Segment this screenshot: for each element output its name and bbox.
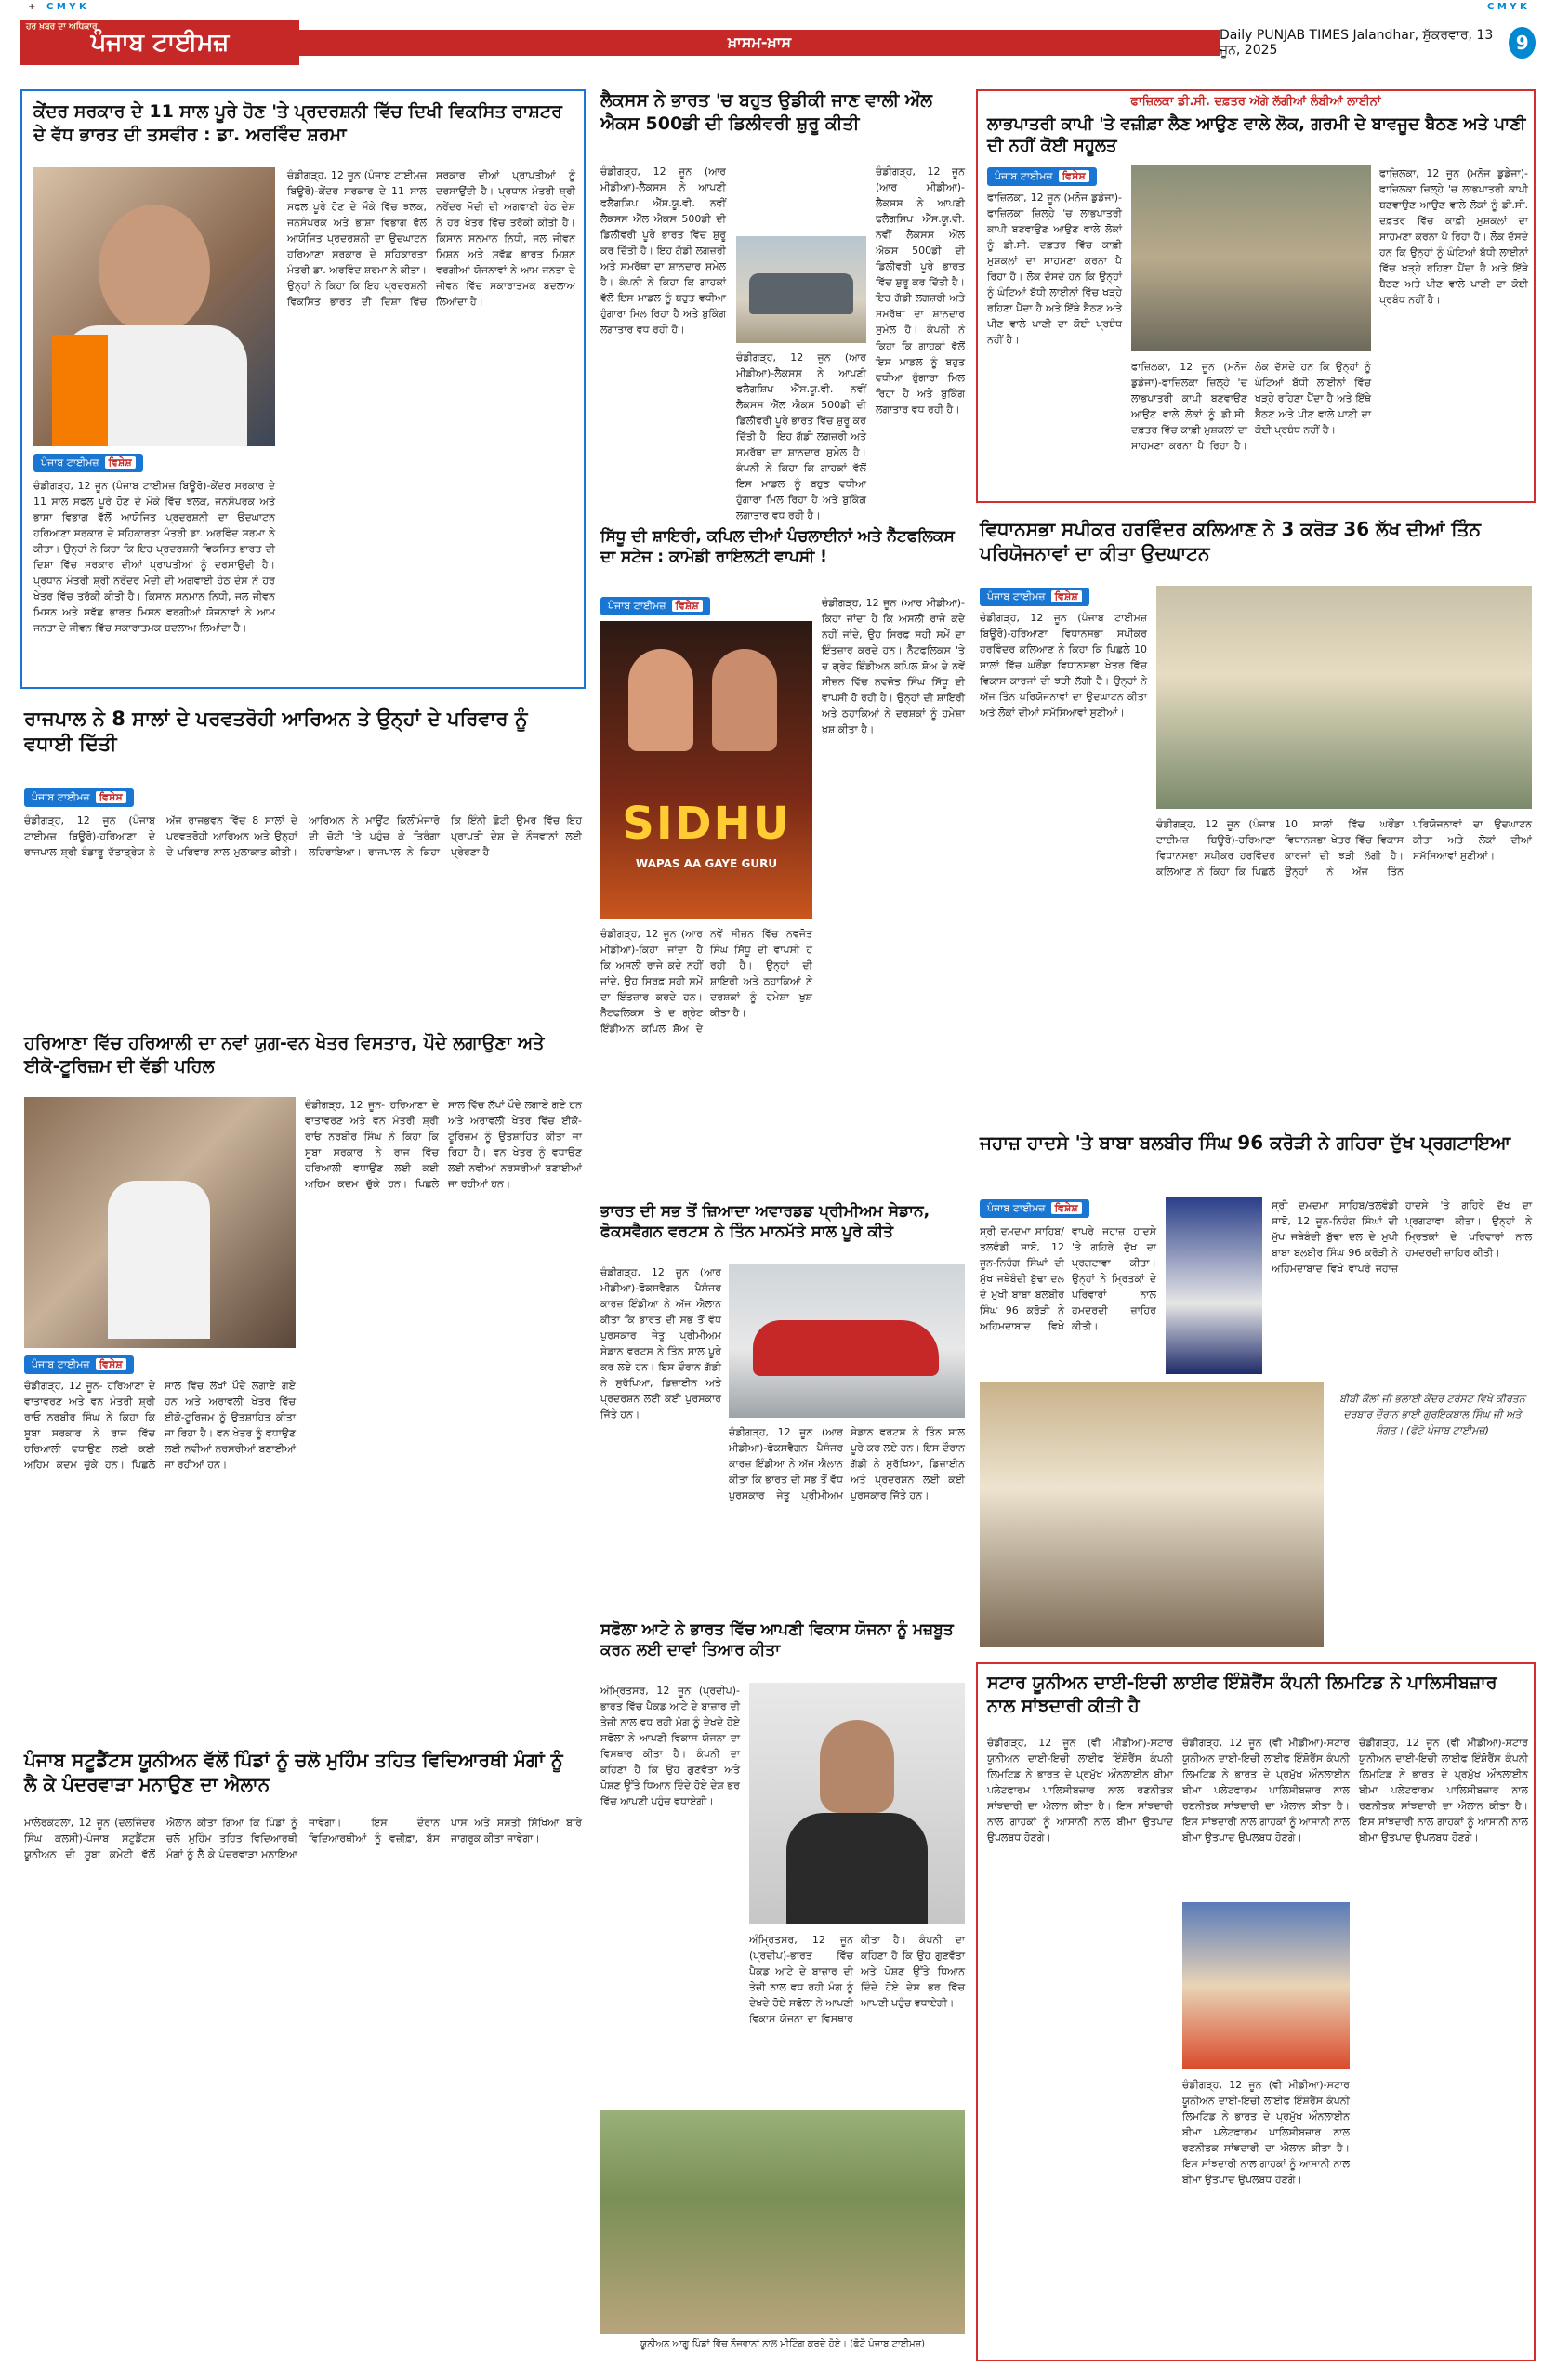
lexus-car-photo [736,236,866,343]
car-body-shape [749,273,853,314]
article-fazilka-queue [976,89,1536,503]
article-body-right: ਚੰਡੀਗੜ੍ਹ, 12 ਜੂਨ (ਵੀ ਮੀਡੀਆ)-ਸਟਾਰ ਯੂਨੀਅਨ ਦਾਈ-ਇਚੀ ਲਾਈਫ ਇੰਸ਼ੋਰੈਂਸ ਕੰਪਨੀ ਲਿਮਟਿਡ ਨੇ ਭਾਰਤ ਦੇ ਪ੍ਰਮੁੱਖ ਔਨਲਾਈਨ ਬੀਮਾ ਪਲੇਟਫਾਰਮ ਪਾਲਿਸੀਬਜ਼ਾਰ ਨਾਲ ਰਣਨੀਤਕ ਸਾਂਝਦਾਰੀ ਦਾ ਐਲਾਨ ਕੀਤਾ ਹੈ। ਇਸ ਸਾਂਝਦਾਰੀ ਨਾਲ ਗਾਹਕਾਂ ਨੂੰ ਆਸਾਨੀ ਨਾਲ ਬੀਮਾ ਉਤਪਾਦ ਉਪਲਬਧ ਹੋਣਗੇ। [1359,1737,1528,1844]
byline-badge [24,787,134,807]
cmyk-marks-right: C M Y K [1487,2,1527,12]
article-lexus [597,89,969,522]
article-body: ਚੰਡੀਗੜ੍ਹ, 12 ਜੂਨ (ਪੰਜਾਬ ਟਾਈਮਜ਼ ਬਿਊਰੋ)-ਹਰਿਆਣਾ ਦੇ ਰਾਜਪਾਲ ਸ਼੍ਰੀ ਬੰਡਾਰੂ ਦੱਤਾਤ੍ਰੇਯ ਨੇ ਅੱਜ ਰਾਜਭਵਨ ਵਿੱਚ 8 ਸਾਲਾਂ ਦੇ ਪਰਵਤਰੋਹੀ ਆਰਿਅਨ ਅਤੇ ਉਨ੍ਹਾਂ ਦੇ ਪਰਿਵਾਰ ਨਾਲ ਮੁਲਾਕਾਤ ਕੀਤੀ। ਆਰਿਅਨ ਨੇ ਮਾਊਂਟ ਕਿਲੀਮੰਜਾਰੋ ਦੀ ਚੋਟੀ 'ਤੇ ਪਹੁੰਚ ਕੇ ਤਿਰੰਗਾ ਲਹਿਰਾਇਆ। ਰਾਜਪਾਲ ਨੇ ਕਿਹਾ ਕਿ ਇੰਨੀ ਛੋਟੀ ਉਮਰ ਵਿੱਚ ਇਹ ਪ੍ਰਾਪਤੀ ਦੇਸ਼ ਦੇ ਨੌਜਵਾਨਾਂ ਲਈ ਪ੍ਰੇਰਣਾ ਹੈ। [24,814,582,859]
section-banner: ਖ਼ਾਸਮ-ਖ਼ਾਸ [299,30,1220,56]
poster-subtitle: WAPAS AA GAYE GURU [635,857,778,870]
portrait-scarf-shape [52,335,108,446]
byline-tag: ਵਿਸ਼ੇਸ਼ [96,791,126,803]
article-baba-balbir-singh [976,1130,1536,1651]
byline-label: ਪੰਜਾਬ ਟਾਈਮਜ਼ [987,590,1046,602]
masthead [20,20,1536,65]
byline-tag: ਵਿਸ਼ੇਸ਼ [1051,1202,1082,1214]
article-body-continued: ਚੰਡੀਗੜ੍ਹ, 12 ਜੂਨ (ਪੰਜਾਬ ਟਾਈਮਜ਼ ਬਿਊਰੋ)-ਹਰਿਆਣਾ ਵਿਧਾਨਸਭਾ ਸਪੀਕਰ ਹਰਵਿੰਦਰ ਕਲਿਆਣ ਨੇ ਕਿਹਾ ਕਿ ਪਿਛਲੇ 10 ਸਾਲਾਂ ਵਿੱਚ ਘਰੌਂਡਾ ਵਿਧਾਨਸਭਾ ਖੇਤਰ ਵਿੱਚ ਵਿਕਾਸ ਕਾਰਜਾਂ ਦੀ ਝੜੀ ਲੱਗੀ ਹੈ। ਉਨ੍ਹਾਂ ਨੇ ਅੱਜ ਤਿੰਨ ਪਰਿਯੋਜਨਾਵਾਂ ਦਾ ਉਦਘਾਟਨ ਕੀਤਾ ਅਤੇ ਲੋਕਾਂ ਦੀਆਂ ਸਮੱਸਿਆਵਾਂ ਸੁਣੀਆਂ। [1156,818,1532,879]
byline-badge [33,452,143,472]
byline-badge [987,165,1097,186]
registration-mark-left: + [28,2,36,12]
article-governor-aryan [20,707,586,1023]
minister-interview-photo [24,1097,296,1348]
article-body: ਚੰਡੀਗੜ੍ਹ, 12 ਜੂਨ (ਆਰ ਮੀਡੀਆ)-ਕਿਹਾ ਜਾਂਦਾ ਹੈ ਕਿ ਅਸਲੀ ਰਾਜੇ ਕਦੇ ਨਹੀਂ ਜਾਂਦੇ, ਉਹ ਸਿਰਫ਼ ਸਹੀ ਸਮੇਂ ਦਾ ਇੰਤਜ਼ਾਰ ਕਰਦੇ ਹਨ। ਨੈੱਟਫਲਿਕਸ 'ਤੇ ਦ ਗ੍ਰੇਟ ਇੰਡੀਅਨ ਕਪਿਲ ਸ਼ੋਅ ਦੇ ਨਵੇਂ ਸੀਜ਼ਨ ਵਿੱਚ ਨਵਜੋਤ ਸਿੰਘ ਸਿੱਧੂ ਦੀ ਵਾਪਸੀ ਹੋ ਰਹੀ ਹੈ। ਉਨ੍ਹਾਂ ਦੀ ਸ਼ਾਇਰੀ ਅਤੇ ਠਹਾਕਿਆਂ ਨੇ ਦਰਸ਼ਕਾਂ ਨੂੰ ਹਮੇਸ਼ਾ ਖੁਸ਼ ਕੀਤਾ ਹੈ। [600,928,812,1036]
article-body: ਮਾਲੇਰਕੋਟਲਾ, 12 ਜੂਨ (ਦਲਜਿੰਦਰ ਸਿੰਘ ਕਲਸੀ)-ਪੰਜਾਬ ਸਟੂਡੈਂਟਸ ਯੂਨੀਅਨ ਦੀ ਸੂਬਾ ਕਮੇਟੀ ਵੱਲੋਂ ਐਲਾਨ ਕੀਤਾ ਗਿਆ ਕਿ ਪਿੰਡਾਂ ਨੂੰ ਚਲੋ ਮੁਹਿੰਮ ਤਹਿਤ ਵਿਦਿਆਰਥੀ ਮੰਗਾਂ ਨੂੰ ਲੈ ਕੇ ਪੰਦਰਵਾੜਾ ਮਨਾਇਆ ਜਾਵੇਗਾ। ਇਸ ਦੌਰਾਨ ਵਿਦਿਆਰਥੀਆਂ ਨੂੰ ਵਜ਼ੀਫ਼ਾ, ਬੱਸ ਪਾਸ ਅਤੇ ਸਸਤੀ ਸਿੱਖਿਆ ਬਾਰੇ ਜਾਗਰੂਕ ਕੀਤਾ ਜਾਵੇਗਾ। [24,1817,582,1861]
article-body: ਚੰਡੀਗੜ੍ਹ, 12 ਜੂਨ (ਪੰਜਾਬ ਟਾਈਮਜ਼ ਬਿਊਰੋ)-ਕੇਂਦਰ ਸਰਕਾਰ ਦੇ 11 ਸਾਲ ਸਫਲ ਪੂਰੇ ਹੋਣ ਦੇ ਮੌਕੇ ਵਿੱਚ ਝਲਕ, ਜਨਸੰਪਰਕ ਅਤੇ ਭਾਸ਼ਾ ਵਿਭਾਗ ਵੱਲੋਂ ਆਯੋਜਿਤ ਪ੍ਰਦਰਸ਼ਨੀ ਦਾ ਉਦਘਾਟਨ ਹਰਿਆਣਾ ਸਰਕਾਰ ਦੇ ਸਹਿਕਾਰਤਾ ਮੰਤਰੀ ਡਾ. ਅਰਵਿੰਦ ਸ਼ਰਮਾ ਨੇ ਕੀਤਾ। ਉਨ੍ਹਾਂ ਨੇ ਕਿਹਾ ਕਿ ਇਹ ਪ੍ਰਦਰਸ਼ਨੀ ਵਿਕਸਿਤ ਭਾਰਤ ਦੀ ਦਿਸ਼ਾ ਵਿੱਚ ਸਰਕਾਰ ਦੀਆਂ ਪ੍ਰਾਪਤੀਆਂ ਨੂੰ ਦਰਸਾਉਂਦੀ ਹੈ। ਪ੍ਰਧਾਨ ਮੰਤਰੀ ਸ਼੍ਰੀ ਨਰੇਂਦਰ ਮੋਦੀ ਦੀ ਅਗਵਾਈ ਹੇਠ ਦੇਸ਼ ਨੇ ਹਰ ਖੇਤਰ ਵਿੱਚ ਤਰੱਕੀ ਕੀਤੀ ਹੈ। ਕਿਸਾਨ ਸਨਮਾਨ ਨਿਧੀ, ਜਲ ਜੀਵਨ ਮਿਸ਼ਨ ਅਤੇ ਸਵੱਛ ਭਾਰਤ ਮਿਸ਼ਨ ਵਰਗੀਆਂ ਯੋਜਨਾਵਾਂ ਨੇ ਆਮ ਜਨਤਾ ਦੇ ਜੀਵਨ ਵਿੱਚ ਸਕਾਰਾਤਮਕ ਬਦਲਾਅ ਲਿਆਂਦਾ ਹੈ। [33,480,275,635]
article-headline: ਸਟਾਰ ਯੂਨੀਅਨ ਦਾਈ-ਇਚੀ ਲਾਈਫ ਇੰਸ਼ੋਰੈਂਸ ਕੰਪਨੀ ਲਿਮਟਿਡ ਨੇ ਪਾਲਿਸੀਬਜ਼ਾਰ ਨਾਲ ਸਾਂਝਦਾਰੀ ਕੀਤੀ ਹੈ [987,1673,1497,1716]
inauguration-photo [1156,586,1532,809]
article-body-continued: ਅੰਮ੍ਰਿਤਸਰ, 12 ਜੂਨ (ਪ੍ਰਦੀਪ)-ਭਾਰਤ ਵਿੱਚ ਪੈਕਡ ਆਟੇ ਦੇ ਬਾਜ਼ਾਰ ਦੀ ਤੇਜ਼ੀ ਨਾਲ ਵਧ ਰਹੀ ਮੰਗ ਨੂੰ ਦੇਖਦੇ ਹੋਏ ਸਫੋਲਾ ਨੇ ਆਪਣੀ ਵਿਕਾਸ ਯੋਜਨਾ ਦਾ ਵਿਸਥਾਰ ਕੀਤਾ ਹੈ। ਕੰਪਨੀ ਦਾ ਕਹਿਣਾ ਹੈ ਕਿ ਉਹ ਗੁਣਵੱਤਾ ਅਤੇ ਪੋਸ਼ਣ ਉੱਤੇ ਧਿਆਨ ਦਿੰਦੇ ਹੋਏ ਦੇਸ਼ ਭਰ ਵਿੱਚ ਆਪਣੀ ਪਹੁੰਚ ਵਧਾਏਗੀ। [749,1934,965,2026]
article-headline: ਭਾਰਤ ਦੀ ਸਭ ਤੋਂ ਜ਼ਿਆਦਾ ਅਵਾਰਡਡ ਪ੍ਰੀਮੀਅਮ ਸੇਡਾਨ, ਫੋਕਸਵੈਗਨ ਵਰਟਸ ਨੇ ਤਿੰਨ ਮਾਨਮੱਤੇ ਸਾਲ ਪੂਰੇ ਕੀਤੇ [600,1202,930,1242]
article-headline: ਜਹਾਜ਼ ਹਾਦਸੇ 'ਤੇ ਬਾਬਾ ਬਲਬੀਰ ਸਿੰਘ 96 ਕਰੋੜੀ ਨੇ ਗਹਿਰਾ ਦੁੱਖ ਪ੍ਰਗਟਾਇਆ [980,1131,1511,1154]
article-headline: ਕੇਂਦਰ ਸਰਕਾਰ ਦੇ 11 ਸਾਲ ਪੂਰੇ ਹੋਣ 'ਤੇ ਪ੍ਰਦਰਸ਼ਨੀ ਵਿੱਚ ਦਿਖੀ ਵਿਕਸਿਤ ਰਾਸ਼ਟਰ ਦੇ ਵੱਧ ਭਾਰਤ ਦੀ ਤਸਵੀਰ : ਡਾ. ਅਰਵਿੰਦ ਸ਼ਰਮਾ [33,101,562,145]
article-body-mid: ਚੰਡੀਗੜ੍ਹ, 12 ਜੂਨ (ਵੀ ਮੀਡੀਆ)-ਸਟਾਰ ਯੂਨੀਅਨ ਦਾਈ-ਇਚੀ ਲਾਈਫ ਇੰਸ਼ੋਰੈਂਸ ਕੰਪਨੀ ਲਿਮਟਿਡ ਨੇ ਭਾਰਤ ਦੇ ਪ੍ਰਮੁੱਖ ਔਨਲਾਈਨ ਬੀਮਾ ਪਲੇਟਫਾਰਮ ਪਾਲਿਸੀਬਜ਼ਾਰ ਨਾਲ ਰਣਨੀਤਕ ਸਾਂਝਦਾਰੀ ਦਾ ਐਲਾਨ ਕੀਤਾ ਹੈ। ਇਸ ਸਾਂਝਦਾਰੀ ਨਾਲ ਗਾਹਕਾਂ ਨੂੰ ਆਸਾਨੀ ਨਾਲ ਬੀਮਾ ਉਤਪਾਦ ਉਪਲਬਧ ਹੋਣਗੇ। [1182,1737,1350,1844]
article-volkswagen-virtus [597,1201,969,1610]
photo-caption: ਯੂਨੀਅਨ ਆਗੂ ਪਿੰਡਾਂ ਵਿੱਚ ਨੌਜਵਾਨਾਂ ਨਾਲ ਮੀਟਿੰਗ ਕਰਦੇ ਹੋਏ। (ਫੋਟੋ ਪੰਜਾਬ ਟਾਈਮਜ਼) [640,2339,926,2349]
portrait-suit-shape [786,1813,928,1924]
partnership-event-photo [1182,1902,1350,2069]
kirtan-photo [980,1382,1324,1647]
article-sidhu-netflix [597,526,969,1191]
person-shape [108,1181,210,1339]
baba-portrait-photo [1166,1197,1262,1374]
article-headline: ਲਾਭਪਾਤਰੀ ਕਾਪੀ 'ਤੇ ਵਜ਼ੀਫ਼ਾ ਲੈਣ ਆਉਣ ਵਾਲੇ ਲੋਕ, ਗਰਮੀ ਦੇ ਬਾਵਜੂਦ ਬੈਠਣ ਅਤੇ ਪਾਣੀ ਦੀ ਨਹੀਂ ਕੋਈ ਸਹੂਲਤ [987,114,1526,156]
article-body: ਸ੍ਰੀ ਦਮਦਮਾ ਸਾਹਿਬ/ਤਲਵੰਡੀ ਸਾਬੋ, 12 ਜੂਨ-ਨਿਹੰਗ ਸਿੰਘਾਂ ਦੀ ਮੁੱਖ ਜਥੇਬੰਦੀ ਬੁੱਢਾ ਦਲ ਦੇ ਮੁਖੀ ਬਾਬਾ ਬਲਬੀਰ ਸਿੰਘ 96 ਕਰੋੜੀ ਨੇ ਅਹਿਮਦਾਬਾਦ ਵਿਖੇ ਵਾਪਰੇ ਜਹਾਜ਼ ਹਾਦਸੇ 'ਤੇ ਗਹਿਰੇ ਦੁੱਖ ਦਾ ਪ੍ਰਗਟਾਵਾ ਕੀਤਾ। ਉਨ੍ਹਾਂ ਨੇ ਮ੍ਰਿਤਕਾਂ ਦੇ ਪਰਿਵਾਰਾਂ ਨਾਲ ਹਮਦਰਦੀ ਜ਼ਾਹਿਰ ਕੀਤੀ। [980,1225,1156,1333]
queue-photo [1131,165,1371,351]
byline-label: ਪੰਜਾਬ ਟਾਈਮਜ਼ [987,1202,1046,1214]
article-body-right: ਚੰਡੀਗੜ੍ਹ, 12 ਜੂਨ (ਆਰ ਮੀਡੀਆ)-ਕਿਹਾ ਜਾਂਦਾ ਹੈ ਕਿ ਅਸਲੀ ਰਾਜੇ ਕਦੇ ਨਹੀਂ ਜਾਂਦੇ, ਉਹ ਸਿਰਫ਼ ਸਹੀ ਸਮੇਂ ਦਾ ਇੰਤਜ਼ਾਰ ਕਰਦੇ ਹਨ। ਨੈੱਟਫਲਿਕਸ 'ਤੇ ਦ ਗ੍ਰੇਟ ਇੰਡੀਅਨ ਕਪਿਲ ਸ਼ੋਅ ਦੇ ਨਵੇਂ ਸੀਜ਼ਨ ਵਿੱਚ ਨਵਜੋਤ ਸਿੰਘ ਸਿੱਧੂ ਦੀ ਵਾਪਸੀ ਹੋ ਰਹੀ ਹੈ। ਉਨ੍ਹਾਂ ਦੀ ਸ਼ਾਇਰੀ ਅਤੇ ਠਹਾਕਿਆਂ ਨੇ ਦਰਸ਼ਕਾਂ ਨੂੰ ਹਮੇਸ਼ਾ ਖੁਸ਼ ਕੀਤਾ ਹੈ। [822,597,965,736]
byline-badge [980,586,1089,606]
article-body: ਅੰਮ੍ਰਿਤਸਰ, 12 ਜੂਨ (ਪ੍ਰਦੀਪ)-ਭਾਰਤ ਵਿੱਚ ਪੈਕਡ ਆਟੇ ਦੇ ਬਾਜ਼ਾਰ ਦੀ ਤੇਜ਼ੀ ਨਾਲ ਵਧ ਰਹੀ ਮੰਗ ਨੂੰ ਦੇਖਦੇ ਹੋਏ ਸਫੋਲਾ ਨੇ ਆਪਣੀ ਵਿਕਾਸ ਯੋਜਨਾ ਦਾ ਵਿਸਥਾਰ ਕੀਤਾ ਹੈ। ਕੰਪਨੀ ਦਾ ਕਹਿਣਾ ਹੈ ਕਿ ਉਹ ਗੁਣਵੱਤਾ ਅਤੇ ਪੋਸ਼ਣ ਉੱਤੇ ਧਿਆਨ ਦਿੰਦੇ ਹੋਏ ਦੇਸ਼ ਭਰ ਵਿੱਚ ਆਪਣੀ ਪਹੁੰਚ ਵਧਾਏਗੀ। [600,1685,740,1808]
byline-tag: ਵਿਸ਼ੇਸ਼ [1051,590,1082,602]
article-body-mid: ਚੰਡੀਗੜ੍ਹ, 12 ਜੂਨ (ਆਰ ਮੀਡੀਆ)-ਲੈਕਸਸ ਨੇ ਆਪਣੀ ਫਲੈਗਸ਼ਿਪ ਐੱਸ.ਯੂ.ਵੀ. ਨਵੀਂ ਲੈਕਸਸ ਐੱਲ ਐਕਸ 500ਡੀ ਦੀ ਡਿਲੀਵਰੀ ਪੂਰੇ ਭਾਰਤ ਵਿੱਚ ਸ਼ੁਰੂ ਕਰ ਦਿੱਤੀ ਹੈ। ਇਹ ਗੱਡੀ ਲਗਜ਼ਰੀ ਅਤੇ ਸਮਰੱਥਾ ਦਾ ਸ਼ਾਨਦਾਰ ਸੁਮੇਲ ਹੈ। ਕੰਪਨੀ ਨੇ ਕਿਹਾ ਕਿ ਗਾਹਕਾਂ ਵੱਲੋਂ ਇਸ ਮਾਡਲ ਨੂੰ ਬਹੁਤ ਵਧੀਆ ਹੁੰਗਾਰਾ ਮਿਲ ਰਿਹਾ ਹੈ ਅਤੇ ਬੁਕਿੰਗ ਲਗਾਤਾਰ ਵਧ ਰਹੀ ਹੈ। [736,351,866,522]
article-headline: ਲੈਕਸਸ ਨੇ ਭਾਰਤ 'ਚ ਬਹੁਤ ਉਡੀਕੀ ਜਾਣ ਵਾਲੀ ਔਲ ਐਕਸ 500ਡੀ ਦੀ ਡਿਲੀਵਰੀ ਸ਼ੁਰੂ ਕੀਤੀ [600,90,932,134]
village-meeting-photo [600,2110,965,2334]
car-body-shape [753,1320,939,1376]
article-speaker-kalyan [976,517,1536,1121]
article-body-right: ਫਾਜ਼ਿਲਕਾ, 12 ਜੂਨ (ਮਨੋਜ ਡੁਡੇਜਾ)-ਫਾਜ਼ਿਲਕਾ ਜ਼ਿਲ੍ਹੇ 'ਚ ਲਾਭਪਾਤਰੀ ਕਾਪੀ ਬਣਵਾਉਣ ਆਉਣ ਵਾਲੇ ਲੋਕਾਂ ਨੂੰ ਡੀ.ਸੀ. ਦਫ਼ਤਰ ਵਿੱਚ ਕਾਫ਼ੀ ਮੁਸ਼ਕਲਾਂ ਦਾ ਸਾਹਮਣਾ ਕਰਨਾ ਪੈ ਰਿਹਾ ਹੈ। ਲੋਕ ਦੱਸਦੇ ਹਨ ਕਿ ਉਨ੍ਹਾਂ ਨੂੰ ਘੰਟਿਆਂ ਬੱਧੀ ਲਾਈਨਾਂ ਵਿੱਚ ਖੜ੍ਹੇ ਰਹਿਣਾ ਪੈਂਦਾ ਹੈ ਅਤੇ ਇੱਥੇ ਬੈਠਣ ਅਤੇ ਪੀਣ ਵਾਲੇ ਪਾਣੀ ਦਾ ਕੋਈ ਪ੍ਰਬੰਧ ਨਹੀਂ ਹੈ। [1379,167,1528,307]
article-headline: ਸਿੱਧੂ ਦੀ ਸ਼ਾਇਰੀ, ਕਪਿਲ ਦੀਆਂ ਪੰਚਲਾਈਨਾਂ ਅਤੇ ਨੈੱਟਫਲਿਕਸ ਦਾ ਸਟੇਜ : ਕਾਮੇਡੀ ਰਾਇਲਟੀ ਵਾਪਸੀ ! [600,527,955,567]
portrait-face-shape [99,205,210,335]
article-kicker: ਫਾਜ਼ਿਲਕਾ ਡੀ.ਸੀ. ਦਫ਼ਤਰ ਅੱਗੇ ਲੱਗੀਆਂ ਲੰਬੀਆਂ ਲਾਈਨਾਂ [1130,95,1381,109]
poster-title: SIDHU [622,798,791,850]
article-body: ਚੰਡੀਗੜ੍ਹ, 12 ਜੂਨ (ਪੰਜਾਬ ਟਾਈਮਜ਼ ਬਿਊਰੋ)-ਹਰਿਆਣਾ ਵਿਧਾਨਸਭਾ ਸਪੀਕਰ ਹਰਵਿੰਦਰ ਕਲਿਆਣ ਨੇ ਕਿਹਾ ਕਿ ਪਿਛਲੇ 10 ਸਾਲਾਂ ਵਿੱਚ ਘਰੌਂਡਾ ਵਿਧਾਨਸਭਾ ਖੇਤਰ ਵਿੱਚ ਵਿਕਾਸ ਕਾਰਜਾਂ ਦੀ ਝੜੀ ਲੱਗੀ ਹੈ। ਉਨ੍ਹਾਂ ਨੇ ਅੱਜ ਤਿੰਨ ਪਰਿਯੋਜਨਾਵਾਂ ਦਾ ਉਦਘਾਟਨ ਕੀਤਾ ਅਤੇ ਲੋਕਾਂ ਦੀਆਂ ਸਮੱਸਿਆਵਾਂ ਸੁਣੀਆਂ। [980,612,1147,720]
article-body-continued: ਚੰਡੀਗੜ੍ਹ, 12 ਜੂਨ- ਹਰਿਆਣਾ ਦੇ ਵਾਤਾਵਰਣ ਅਤੇ ਵਨ ਮੰਤਰੀ ਸ਼੍ਰੀ ਰਾਓ ਨਰਬੀਰ ਸਿੰਘ ਨੇ ਕਿਹਾ ਕਿ ਸੂਬਾ ਸਰਕਾਰ ਨੇ ਰਾਜ ਵਿੱਚ ਹਰਿਆਲੀ ਵਧਾਉਣ ਲਈ ਕਈ ਅਹਿਮ ਕਦਮ ਚੁੱਕੇ ਹਨ। ਪਿਛਲੇ ਸਾਲ ਵਿੱਚ ਲੱਖਾਂ ਪੌਦੇ ਲਗਾਏ ਗਏ ਹਨ ਅਤੇ ਅਰਾਵਲੀ ਖੇਤਰ ਵਿੱਚ ਈਕੋ-ਟੂਰਿਜ਼ਮ ਨੂੰ ਉਤਸ਼ਾਹਿਤ ਕੀਤਾ ਜਾ ਰਿਹਾ ਹੈ। ਵਨ ਖੇਤਰ ਨੂੰ ਵਧਾਉਣ ਲਈ ਨਵੀਆਂ ਨਰਸਰੀਆਂ ਬਣਾਈਆਂ ਜਾ ਰਹੀਆਂ ਹਨ। [305,1099,582,1191]
article-body-right: ਸ੍ਰੀ ਦਮਦਮਾ ਸਾਹਿਬ/ਤਲਵੰਡੀ ਸਾਬੋ, 12 ਜੂਨ-ਨਿਹੰਗ ਸਿੰਘਾਂ ਦੀ ਮੁੱਖ ਜਥੇਬੰਦੀ ਬੁੱਢਾ ਦਲ ਦੇ ਮੁਖੀ ਬਾਬਾ ਬਲਬੀਰ ਸਿੰਘ 96 ਕਰੋੜੀ ਨੇ ਅਹਿਮਦਾਬਾਦ ਵਿਖੇ ਵਾਪਰੇ ਜਹਾਜ਼ ਹਾਦਸੇ 'ਤੇ ਗਹਿਰੇ ਦੁੱਖ ਦਾ ਪ੍ਰਗਟਾਵਾ ਕੀਤਾ। ਉਨ੍ਹਾਂ ਨੇ ਮ੍ਰਿਤਕਾਂ ਦੇ ਪਰਿਵਾਰਾਂ ਨਾਲ ਹਮਦਰਦੀ ਜ਼ਾਹਿਰ ਕੀਤੀ। [1272,1199,1532,1276]
article-body-right: ਚੰਡੀਗੜ੍ਹ, 12 ਜੂਨ (ਆਰ ਮੀਡੀਆ)-ਲੈਕਸਸ ਨੇ ਆਪਣੀ ਫਲੈਗਸ਼ਿਪ ਐੱਸ.ਯੂ.ਵੀ. ਨਵੀਂ ਲੈਕਸਸ ਐੱਲ ਐਕਸ 500ਡੀ ਦੀ ਡਿਲੀਵਰੀ ਪੂਰੇ ਭਾਰਤ ਵਿੱਚ ਸ਼ੁਰੂ ਕਰ ਦਿੱਤੀ ਹੈ। ਇਹ ਗੱਡੀ ਲਗਜ਼ਰੀ ਅਤੇ ਸਮਰੱਥਾ ਦਾ ਸ਼ਾਨਦਾਰ ਸੁਮੇਲ ਹੈ। ਕੰਪਨੀ ਨੇ ਕਿਹਾ ਕਿ ਗਾਹਕਾਂ ਵੱਲੋਂ ਇਸ ਮਾਡਲ ਨੂੰ ਬਹੁਤ ਵਧੀਆ ਹੁੰਗਾਰਾ ਮਿਲ ਰਿਹਾ ਹੈ ਅਤੇ ਬੁਕਿੰਗ ਲਗਾਤਾਰ ਵਧ ਰਹੀ ਹੈ। [876,165,965,416]
byline-badge [980,1197,1089,1218]
article-body-continued: ਚੰਡੀਗੜ੍ਹ, 12 ਜੂਨ (ਪੰਜਾਬ ਟਾਈਮਜ਼ ਬਿਊਰੋ)-ਕੇਂਦਰ ਸਰਕਾਰ ਦੇ 11 ਸਾਲ ਸਫਲ ਪੂਰੇ ਹੋਣ ਦੇ ਮੌਕੇ ਵਿੱਚ ਝਲਕ, ਜਨਸੰਪਰਕ ਅਤੇ ਭਾਸ਼ਾ ਵਿਭਾਗ ਵੱਲੋਂ ਆਯੋਜਿਤ ਪ੍ਰਦਰਸ਼ਨੀ ਦਾ ਉਦਘਾਟਨ ਹਰਿਆਣਾ ਸਰਕਾਰ ਦੇ ਸਹਿਕਾਰਤਾ ਮੰਤਰੀ ਡਾ. ਅਰਵਿੰਦ ਸ਼ਰਮਾ ਨੇ ਕੀਤਾ। ਉਨ੍ਹਾਂ ਨੇ ਕਿਹਾ ਕਿ ਇਹ ਪ੍ਰਦਰਸ਼ਨੀ ਵਿਕਸਿਤ ਭਾਰਤ ਦੀ ਦਿਸ਼ਾ ਵਿੱਚ ਸਰਕਾਰ ਦੀਆਂ ਪ੍ਰਾਪਤੀਆਂ ਨੂੰ ਦਰਸਾਉਂਦੀ ਹੈ। ਪ੍ਰਧਾਨ ਮੰਤਰੀ ਸ਼੍ਰੀ ਨਰੇਂਦਰ ਮੋਦੀ ਦੀ ਅਗਵਾਈ ਹੇਠ ਦੇਸ਼ ਨੇ ਹਰ ਖੇਤਰ ਵਿੱਚ ਤਰੱਕੀ ਕੀਤੀ ਹੈ। ਕਿਸਾਨ ਸਨਮਾਨ ਨਿਧੀ, ਜਲ ਜੀਵਨ ਮਿਸ਼ਨ ਅਤੇ ਸਵੱਛ ਭਾਰਤ ਮਿਸ਼ਨ ਵਰਗੀਆਂ ਯੋਜਨਾਵਾਂ ਨੇ ਆਮ ਜਨਤਾ ਦੇ ਜੀਵਨ ਵਿੱਚ ਸਕਾਰਾਤਮਕ ਬਦਲਾਅ ਲਿਆਂਦਾ ਹੈ। [287,169,575,309]
poster-figure-1 [628,649,693,751]
byline-label: ਪੰਜਾਬ ਟਾਈਮਜ਼ [995,170,1053,182]
article-body-lower: ਚੰਡੀਗੜ੍ਹ, 12 ਜੂਨ (ਵੀ ਮੀਡੀਆ)-ਸਟਾਰ ਯੂਨੀਅਨ ਦਾਈ-ਇਚੀ ਲਾਈਫ ਇੰਸ਼ੋਰੈਂਸ ਕੰਪਨੀ ਲਿਮਟਿਡ ਨੇ ਭਾਰਤ ਦੇ ਪ੍ਰਮੁੱਖ ਔਨਲਾਈਨ ਬੀਮਾ ਪਲੇਟਫਾਰਮ ਪਾਲਿਸੀਬਜ਼ਾਰ ਨਾਲ ਰਣਨੀਤਕ ਸਾਂਝਦਾਰੀ ਦਾ ਐਲਾਨ ਕੀਤਾ ਹੈ। ਇਸ ਸਾਂਝਦਾਰੀ ਨਾਲ ਗਾਹਕਾਂ ਨੂੰ ਆਸਾਨੀ ਨਾਲ ਬੀਮਾ ਉਤਪਾਦ ਉਪਲਬਧ ਹੋਣਗੇ। [1182,2079,1350,2187]
newspaper-logo [20,20,299,65]
article-star-union-insurance [976,1662,1536,2361]
article-saffola [597,1620,969,2361]
article-exhibition [20,89,586,689]
byline-tag: ਵਿਸ਼ੇਸ਼ [96,1358,126,1370]
byline-badge [600,595,710,615]
article-headline: ਰਾਜਪਾਲ ਨੇ 8 ਸਾਲਾਂ ਦੇ ਪਰਵਤਰੋਹੀ ਆਰਿਅਨ ਤੇ ਉਨ੍ਹਾਂ ਦੇ ਪਰਿਵਾਰ ਨੂੰ ਵਧਾਈ ਦਿੱਤੀ [24,707,528,756]
article-student-union [20,1748,586,2361]
byline-label: ਪੰਜਾਬ ਟਾਈਮਜ਼ [32,791,90,803]
article-body-continued: ਚੰਡੀਗੜ੍ਹ, 12 ਜੂਨ (ਆਰ ਮੀਡੀਆ)-ਫੋਕਸਵੈਗਨ ਪੈਸੰਜਰ ਕਾਰਜ਼ ਇੰਡੀਆ ਨੇ ਅੱਜ ਐਲਾਨ ਕੀਤਾ ਕਿ ਭਾਰਤ ਦੀ ਸਭ ਤੋਂ ਵੱਧ ਪੁਰਸਕਾਰ ਜੇਤੂ ਪ੍ਰੀਮੀਅਮ ਸੇਡਾਨ ਵਰਟਸ ਨੇ ਤਿੰਨ ਸਾਲ ਪੂਰੇ ਕਰ ਲਏ ਹਨ। ਇਸ ਦੌਰਾਨ ਗੱਡੀ ਨੇ ਸੁਰੱਖਿਆ, ਡਿਜ਼ਾਈਨ ਅਤੇ ਪ੍ਰਦਰਸ਼ਨ ਲਈ ਕਈ ਪੁਰਸਕਾਰ ਜਿੱਤੇ ਹਨ। [729,1426,965,1502]
article-body: ਚੰਡੀਗੜ੍ਹ, 12 ਜੂਨ (ਵੀ ਮੀਡੀਆ)-ਸਟਾਰ ਯੂਨੀਅਨ ਦਾਈ-ਇਚੀ ਲਾਈਫ ਇੰਸ਼ੋਰੈਂਸ ਕੰਪਨੀ ਲਿਮਟਿਡ ਨੇ ਭਾਰਤ ਦੇ ਪ੍ਰਮੁੱਖ ਔਨਲਾਈਨ ਬੀਮਾ ਪਲੇਟਫਾਰਮ ਪਾਲਿਸੀਬਜ਼ਾਰ ਨਾਲ ਰਣਨੀਤਕ ਸਾਂਝਦਾਰੀ ਦਾ ਐਲਾਨ ਕੀਤਾ ਹੈ। ਇਸ ਸਾਂਝਦਾਰੀ ਨਾਲ ਗਾਹਕਾਂ ਨੂੰ ਆਸਾਨੀ ਨਾਲ ਬੀਮਾ ਉਤਪਾਦ ਉਪਲਬਧ ਹੋਣਗੇ। [987,1737,1173,1844]
byline-tag: ਵਿਸ਼ੇਸ਼ [1059,170,1089,182]
byline-tag: ਵਿਸ਼ੇਸ਼ [105,456,136,469]
article-body: ਚੰਡੀਗੜ੍ਹ, 12 ਜੂਨ (ਆਰ ਮੀਡੀਆ)-ਲੈਕਸਸ ਨੇ ਆਪਣੀ ਫਲੈਗਸ਼ਿਪ ਐੱਸ.ਯੂ.ਵੀ. ਨਵੀਂ ਲੈਕਸਸ ਐੱਲ ਐਕਸ 500ਡੀ ਦੀ ਡਿਲੀਵਰੀ ਪੂਰੇ ਭਾਰਤ ਵਿੱਚ ਸ਼ੁਰੂ ਕਰ ਦਿੱਤੀ ਹੈ। ਇਹ ਗੱਡੀ ਲਗਜ਼ਰੀ ਅਤੇ ਸਮਰੱਥਾ ਦਾ ਸ਼ਾਨਦਾਰ ਸੁਮੇਲ ਹੈ। ਕੰਪਨੀ ਨੇ ਕਿਹਾ ਕਿ ਗਾਹਕਾਂ ਵੱਲੋਂ ਇਸ ਮਾਡਲ ਨੂੰ ਬਹੁਤ ਵਧੀਆ ਹੁੰਗਾਰਾ ਮਿਲ ਰਿਹਾ ਹੈ ਅਤੇ ਬੁਕਿੰਗ ਲਗਾਤਾਰ ਵਧ ਰਹੀ ਹੈ। [600,165,726,337]
article-headline: ਸਫੋਲਾ ਆਟੇ ਨੇ ਭਾਰਤ ਵਿੱਚ ਆਪਣੀ ਵਿਕਾਸ ਯੋਜਨਾ ਨੂੰ ਮਜ਼ਬੂਤ ਕਰਨ ਲਈ ਦਾਵਾਂ ਤਿਆਰ ਕੀਤਾ [600,1620,954,1660]
byline-label: ਪੰਜਾਬ ਟਾਈਮਜ਼ [41,456,99,469]
executive-portrait-photo [749,1683,965,1924]
cmyk-marks-left: C M Y K [46,2,86,12]
article-body: ਚੰਡੀਗੜ੍ਹ, 12 ਜੂਨ- ਹਰਿਆਣਾ ਦੇ ਵਾਤਾਵਰਣ ਅਤੇ ਵਨ ਮੰਤਰੀ ਸ਼੍ਰੀ ਰਾਓ ਨਰਬੀਰ ਸਿੰਘ ਨੇ ਕਿਹਾ ਕਿ ਸੂਬਾ ਸਰਕਾਰ ਨੇ ਰਾਜ ਵਿੱਚ ਹਰਿਆਲੀ ਵਧਾਉਣ ਲਈ ਕਈ ਅਹਿਮ ਕਦਮ ਚੁੱਕੇ ਹਨ। ਪਿਛਲੇ ਸਾਲ ਵਿੱਚ ਲੱਖਾਂ ਪੌਦੇ ਲਗਾਏ ਗਏ ਹਨ ਅਤੇ ਅਰਾਵਲੀ ਖੇਤਰ ਵਿੱਚ ਈਕੋ-ਟੂਰਿਜ਼ਮ ਨੂੰ ਉਤਸ਼ਾਹਿਤ ਕੀਤਾ ਜਾ ਰਿਹਾ ਹੈ। ਵਨ ਖੇਤਰ ਨੂੰ ਵਧਾਉਣ ਲਈ ਨਵੀਆਂ ਨਰਸਰੀਆਂ ਬਣਾਈਆਂ ਜਾ ਰਹੀਆਂ ਹਨ। [24,1380,296,1472]
poster-figure-2 [712,649,777,751]
article-body: ਫਾਜ਼ਿਲਕਾ, 12 ਜੂਨ (ਮਨੋਜ ਡੁਡੇਜਾ)-ਫਾਜ਼ਿਲਕਾ ਜ਼ਿਲ੍ਹੇ 'ਚ ਲਾਭਪਾਤਰੀ ਕਾਪੀ ਬਣਵਾਉਣ ਆਉਣ ਵਾਲੇ ਲੋਕਾਂ ਨੂੰ ਡੀ.ਸੀ. ਦਫ਼ਤਰ ਵਿੱਚ ਕਾਫ਼ੀ ਮੁਸ਼ਕਲਾਂ ਦਾ ਸਾਹਮਣਾ ਕਰਨਾ ਪੈ ਰਿਹਾ ਹੈ। ਲੋਕ ਦੱਸਦੇ ਹਨ ਕਿ ਉਨ੍ਹਾਂ ਨੂੰ ਘੰਟਿਆਂ ਬੱਧੀ ਲਾਈਨਾਂ ਵਿੱਚ ਖੜ੍ਹੇ ਰਹਿਣਾ ਪੈਂਦਾ ਹੈ ਅਤੇ ਇੱਥੇ ਬੈਠਣ ਅਤੇ ਪੀਣ ਵਾਲੇ ਪਾਣੀ ਦਾ ਕੋਈ ਪ੍ਰਬੰਧ ਨਹੀਂ ਹੈ। [987,192,1122,347]
edition-info [1220,20,1536,65]
article-haryana-green [20,1032,586,1739]
article-headline: ਹਰਿਆਣਾ ਵਿੱਚ ਹਰਿਆਲੀ ਦਾ ਨਵਾਂ ਯੁਗ-ਵਨ ਖੇਤਰ ਵਿਸਤਾਰ, ਪੌਦੇ ਲਗਾਉਣਾ ਅਤੇ ਈਕੋ-ਟੂਰਿਜ਼ਮ ਦੀ ਵੱਡੀ ਪਹਿਲ [24,1033,545,1077]
article-body: ਚੰਡੀਗੜ੍ਹ, 12 ਜੂਨ (ਆਰ ਮੀਡੀਆ)-ਫੋਕਸਵੈਗਨ ਪੈਸੰਜਰ ਕਾਰਜ਼ ਇੰਡੀਆ ਨੇ ਅੱਜ ਐਲਾਨ ਕੀਤਾ ਕਿ ਭਾਰਤ ਦੀ ਸਭ ਤੋਂ ਵੱਧ ਪੁਰਸਕਾਰ ਜੇਤੂ ਪ੍ਰੀਮੀਅਮ ਸੇਡਾਨ ਵਰਟਸ ਨੇ ਤਿੰਨ ਸਾਲ ਪੂਰੇ ਕਰ ਲਏ ਹਨ। ਇਸ ਦੌਰਾਨ ਗੱਡੀ ਨੇ ਸੁਰੱਖਿਆ, ਡਿਜ਼ਾਈਨ ਅਤੇ ਪ੍ਰਦਰਸ਼ਨ ਲਈ ਕਈ ਪੁਰਸਕਾਰ ਜਿੱਤੇ ਹਨ। [600,1266,721,1421]
newspaper-title: ਪੰਜਾਬ ਟਾਈਮਜ਼ [90,28,230,57]
minister-photo [33,167,275,446]
byline-label: ਪੰਜਾਬ ਟਾਈਮਜ਼ [32,1358,90,1370]
byline-label: ਪੰਜਾਬ ਟਾਈਮਜ਼ [608,600,666,612]
sidhu-poster [600,621,812,919]
edition-date: Daily PUNJAB TIMES Jalandhar, ਸ਼ੁੱਕਰਵਾਰ, 13 ਜੂਨ, 2025 [1220,28,1494,58]
byline-tag: ਵਿਸ਼ੇਸ਼ [672,600,703,612]
article-headline: ਵਿਧਾਨਸਭਾ ਸਪੀਕਰ ਹਰਵਿੰਦਰ ਕਲਿਆਣ ਨੇ 3 ਕਰੋੜ 36 ਲੱਖ ਦੀਆਂ ਤਿੰਨ ਪਰਿਯੋਜਨਾਵਾਂ ਦਾ ਕੀਤਾ ਉਦਘਾਟਨ [980,518,1482,564]
photo-caption: ਬੀਬੀ ਕੌਲਾਂ ਜੀ ਭਲਾਈ ਕੇਂਦਰ ਟਰੱਸਟ ਵਿਖੇ ਕੀਰਤਨ ਦਰਬਾਰ ਦੌਰਾਨ ਭਾਈ ਗੁਰਇਕਬਾਲ ਸਿੰਘ ਜੀ ਅਤੇ ਸੰਗਤ। (ਫੋਟੋ ਪੰਜਾਬ ਟਾਈਮਜ਼) [1339,1393,1525,1437]
portrait-face-shape [820,1720,894,1813]
article-headline: ਪੰਜਾਬ ਸਟੂਡੈਂਟਸ ਯੂਨੀਅਨ ਵੱਲੋਂ ਪਿੰਡਾਂ ਨੂੰ ਚਲੋ ਮੁਹਿੰਮ ਤਹਿਤ ਵਿਦਿਆਰਥੀ ਮੰਗਾਂ ਨੂੰ ਲੈ ਕੇ ਪੰਦਰਵਾੜਾ ਮਨਾਉਣ ਦਾ ਐਲਾਨ [24,1749,563,1795]
article-body-mid: ਫਾਜ਼ਿਲਕਾ, 12 ਜੂਨ (ਮਨੋਜ ਡੁਡੇਜਾ)-ਫਾਜ਼ਿਲਕਾ ਜ਼ਿਲ੍ਹੇ 'ਚ ਲਾਭਪਾਤਰੀ ਕਾਪੀ ਬਣਵਾਉਣ ਆਉਣ ਵਾਲੇ ਲੋਕਾਂ ਨੂੰ ਡੀ.ਸੀ. ਦਫ਼ਤਰ ਵਿੱਚ ਕਾਫ਼ੀ ਮੁਸ਼ਕਲਾਂ ਦਾ ਸਾਹਮਣਾ ਕਰਨਾ ਪੈ ਰਿਹਾ ਹੈ। ਲੋਕ ਦੱਸਦੇ ਹਨ ਕਿ ਉਨ੍ਹਾਂ ਨੂੰ ਘੰਟਿਆਂ ਬੱਧੀ ਲਾਈਨਾਂ ਵਿੱਚ ਖੜ੍ਹੇ ਰਹਿਣਾ ਪੈਂਦਾ ਹੈ ਅਤੇ ਇੱਥੇ ਬੈਠਣ ਅਤੇ ਪੀਣ ਵਾਲੇ ਪਾਣੀ ਦਾ ਕੋਈ ਪ੍ਰਬੰਧ ਨਹੀਂ ਹੈ। [1131,361,1371,453]
logo-tagline: ਹਰ ਖ਼ਬਰ ਦਾ ਅਧਿਕਾਰ [26,22,98,32]
virtus-car-photo [729,1264,965,1418]
page-number: 9 [1509,27,1536,59]
byline-badge [24,1354,134,1374]
print-color-marks [0,0,1556,13]
